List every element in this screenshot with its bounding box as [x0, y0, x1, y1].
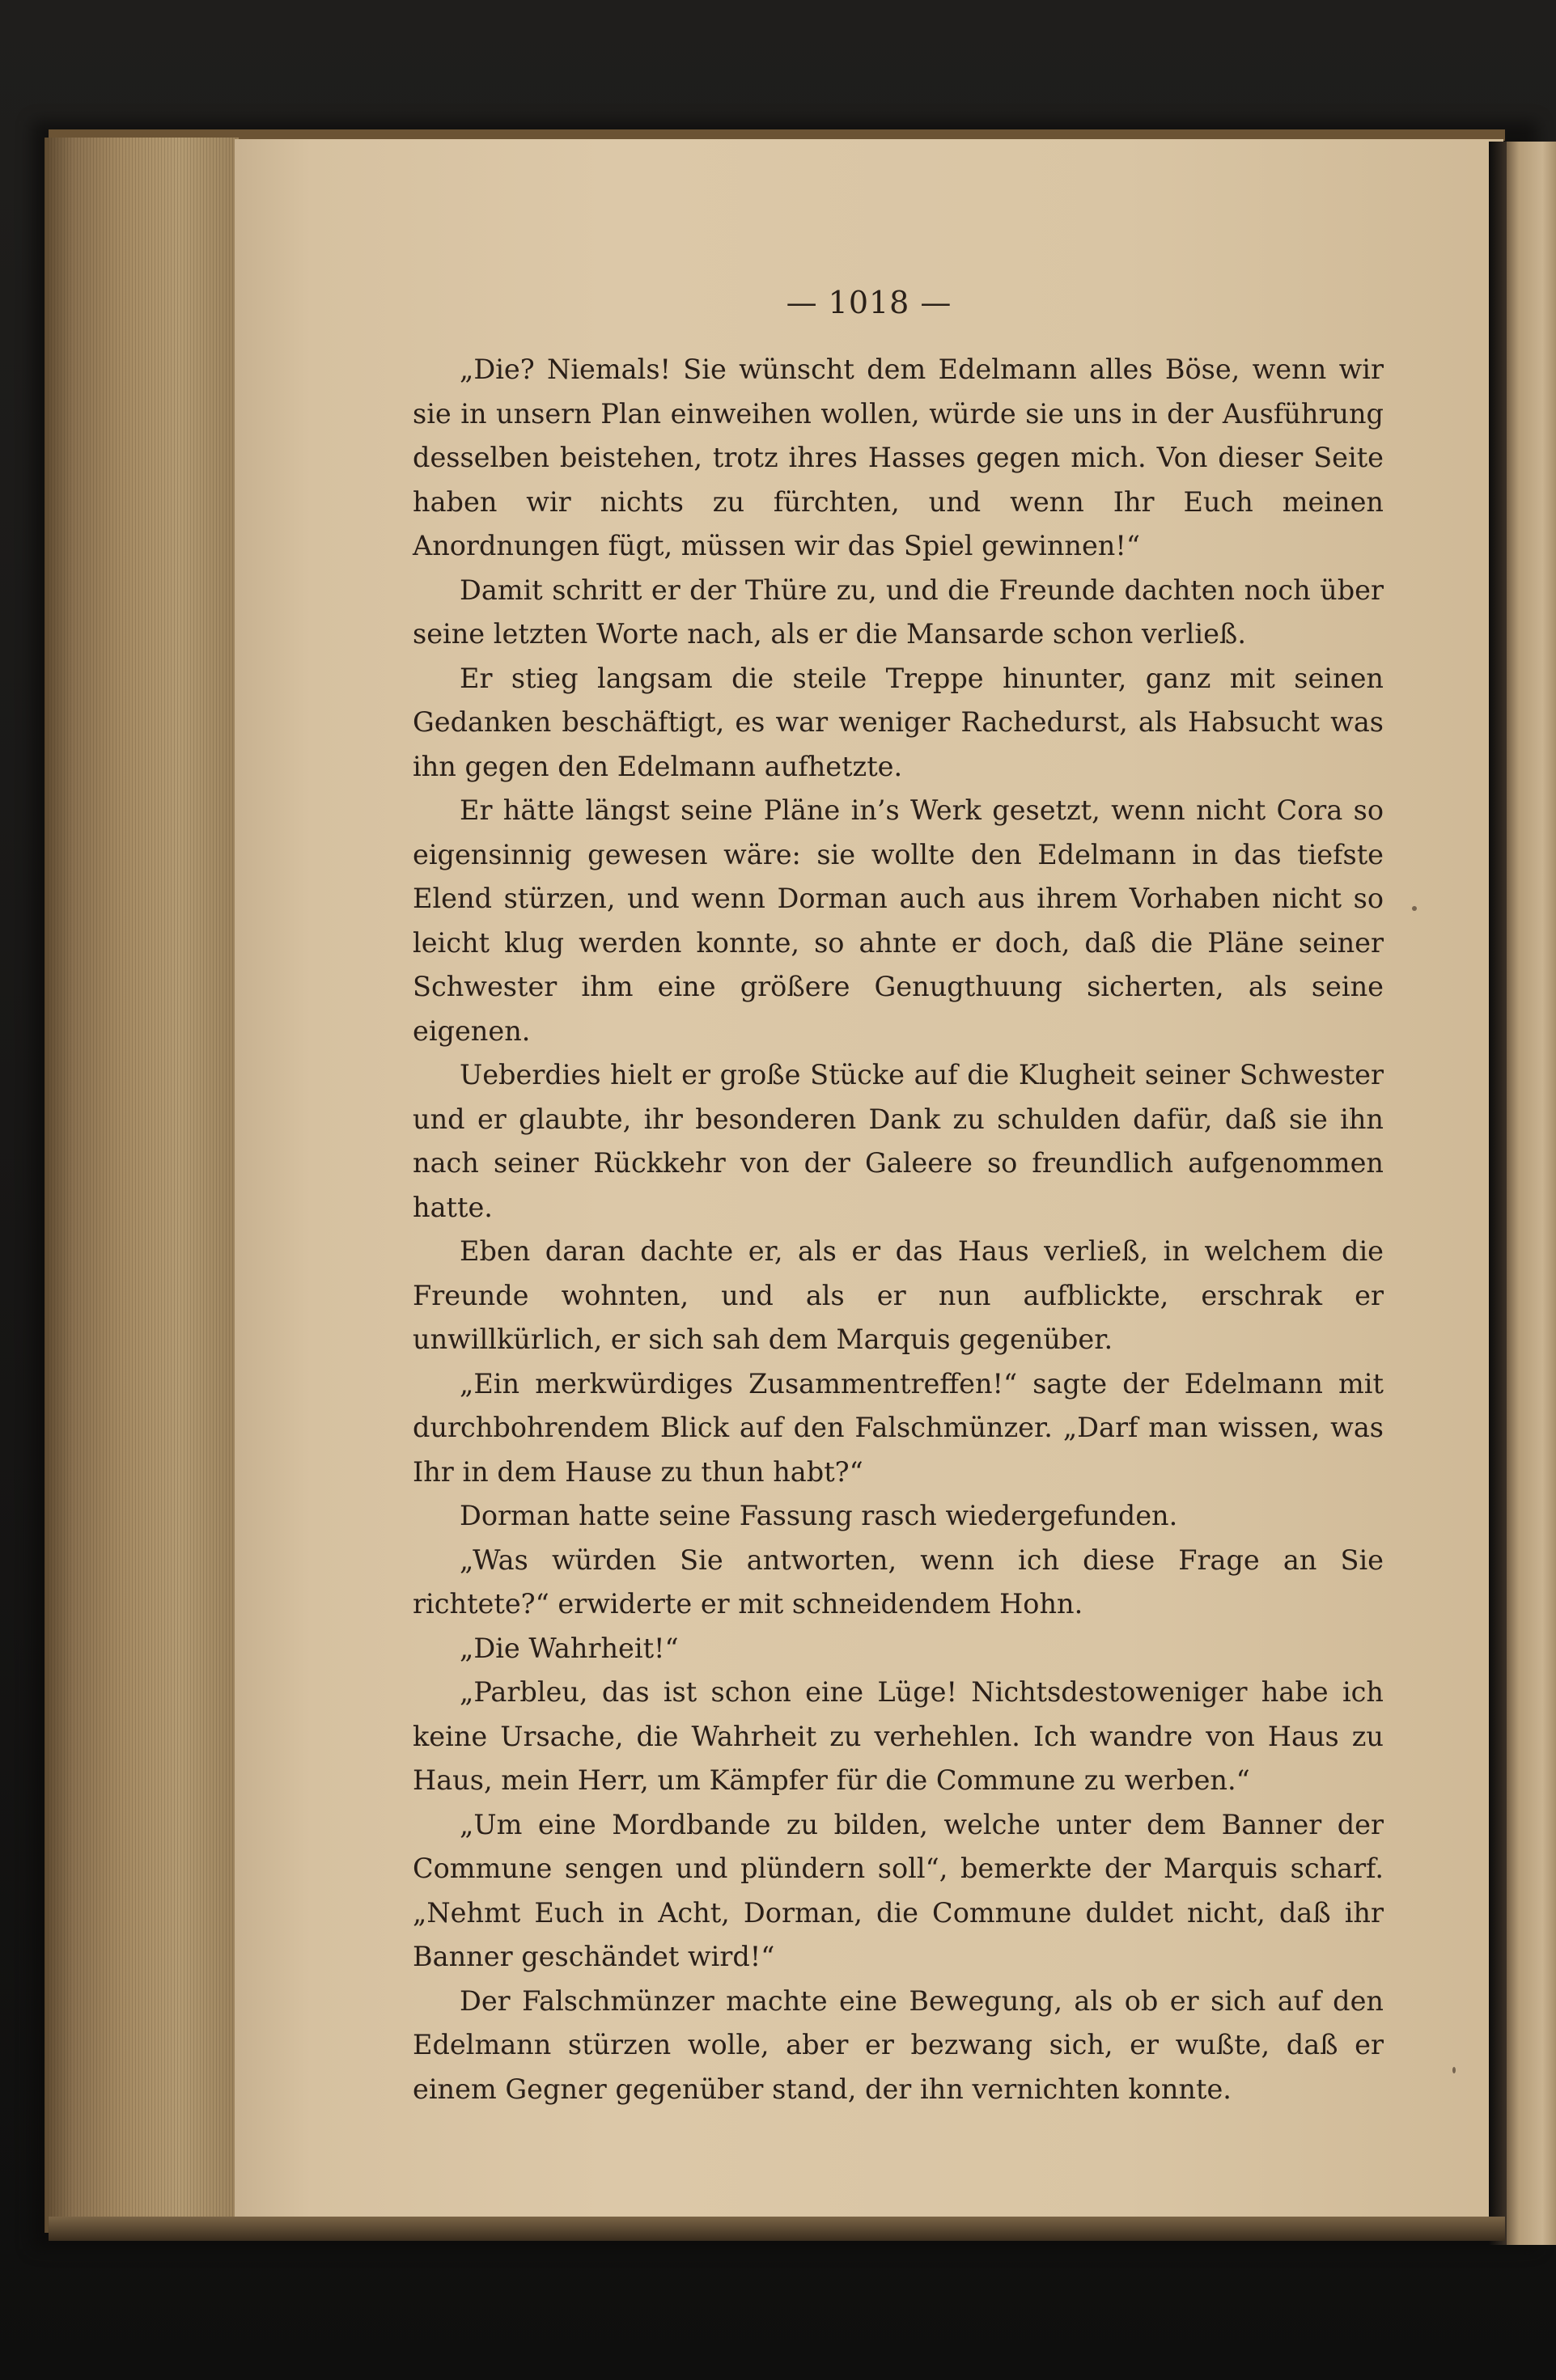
paragraph: Ueberdies hielt er große Stücke auf die Klugheit seiner Schwester und er glaubte, ihr besonderen Dank zu schulden dafür, daß sie ihn nach seiner Rückkehr von der Galeere so freundlich aufgenommen hatte.: [413, 1059, 1384, 1223]
paragraph: „Die? Niemals! Sie wünscht dem Edelmann alles Böse, wenn wir sie in unsern Plan einweihen wollen, würde sie uns in der Ausführung desselben beistehen, trotz ihres Hasses gegen mich. Von dieser Seite haben wir nichts zu fürchten, und wenn Ihr Euch meinen Anordnungen fügt, müssen wir das Spiel gewinnen!“: [413, 354, 1384, 561]
page-stack-right: [1489, 142, 1556, 2245]
page-stack-left: [45, 138, 239, 2233]
paragraph: Er hätte längst seine Pläne in’s Werk gesetzt, wenn nicht Cora so eigensinnig gewesen wäre: sie wollte den Edelmann in das tiefste Elend stürzen, und wenn Dorman auch aus ihrem Vorhaben nicht so leicht klug werden konnte, so ahnte er doch, daß die Pläne seiner Schwester ihm eine größere Genugthuung sicherten, als seine eigenen.: [413, 794, 1384, 1047]
paragraph: Der Falschmünzer machte eine Bewegung, als ob er sich auf den Edelmann stürzen wolle, aber er bezwang sich, er wußte, daß er einem Gegner gegenüber stand, der ihn vernichten konnte.: [413, 1984, 1384, 2105]
page-number: — 1018 —: [786, 285, 952, 320]
paragraph: Dorman hatte seine Fassung rasch wiedergefunden.: [460, 1500, 1178, 1531]
paragraph: Damit schritt er der Thüre zu, und die Freunde dachten noch über seine letzten Worte nach, als er die Mansarde schon verließ.: [413, 574, 1384, 650]
cover-bottom-edge: [49, 2217, 1505, 2241]
paper-speck: [1452, 2067, 1456, 2073]
paragraph: Er stieg langsam die steile Treppe hinunter, ganz mit seinen Gedanken beschäftigt, es war weniger Rachedurst, als Habsucht was ihn gegen den Edelmann aufhetzte.: [413, 662, 1384, 782]
paragraph: „Die Wahrheit!“: [460, 1632, 679, 1664]
paragraph: „Was würden Sie antworten, wenn ich diese Frage an Sie richtete?“ erwiderte er mit schneidendem Hohn.: [413, 1544, 1384, 1620]
paragraph: „Parbleu, das ist schon eine Lüge! Nichtsdestoweniger habe ich keine Ursache, die Wahrheit zu verhehlen. Ich wandre von Haus zu Haus, mein Herr, um Kämpfer für die Commune zu werben.“: [413, 1676, 1384, 1796]
paper-speck: [1412, 906, 1417, 911]
body-text: [413, 348, 1384, 2111]
paragraph: Eben daran dachte er, als er das Haus verließ, in welchem die Freunde wohnten, und als er nun aufblickte, erschrak er unwillkürlich, er sich sah dem Marquis gegenüber.: [413, 1235, 1384, 1355]
paragraph: „Um eine Mordbande zu bilden, welche unter dem Banner der Commune sengen und plündern soll“, bemerkte der Marquis scharf. „Nehmt Euch in Acht, Dorman, die Commune duldet nicht, daß ihr Banner geschändet wird!“: [413, 1808, 1384, 1972]
paragraph: „Ein merkwürdiges Zusammentreffen!“ sagte der Edelmann mit durchbohrendem Blick auf den Falschmünzer. „Darf man wissen, was Ihr in dem Hause zu thun habt?“: [413, 1367, 1384, 1488]
